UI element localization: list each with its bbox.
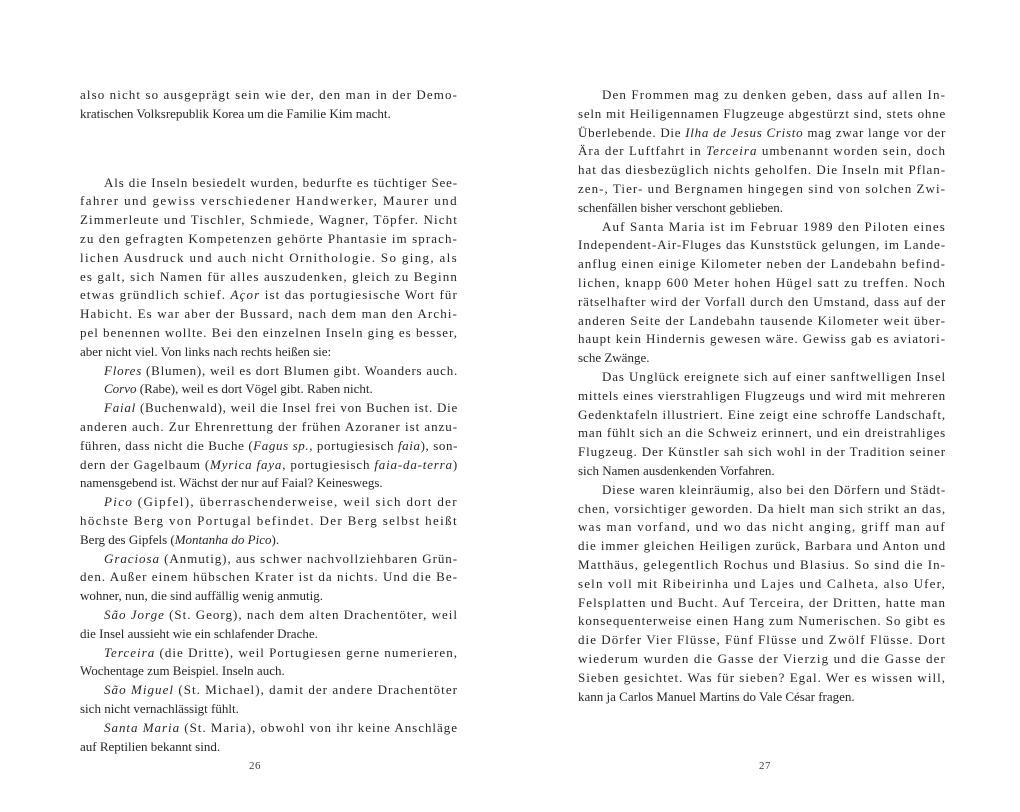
text-line [80, 324, 458, 343]
text-line [80, 418, 458, 437]
text-line-content: den. Außer einem hübschen Krater ist da nichts. Und die Be- [80, 569, 459, 585]
text-line [80, 249, 458, 268]
text-line [80, 105, 458, 124]
text-line [80, 738, 458, 757]
text-line [80, 662, 458, 681]
text-line-content: fahrer und gewiss verschiedener Handwerker, Maurer und [80, 193, 458, 209]
text-line [578, 218, 946, 237]
text-line-content: Wochentage zum Beispiel. Inseln auch. [80, 663, 285, 679]
text-line [578, 556, 946, 575]
text-line [578, 349, 946, 368]
text-line-content: man fühlt sich an die Schweiz erinnert, und ein dreistrahliges [578, 425, 947, 441]
text-line [80, 286, 458, 305]
text-line-content: Als die Inseln besiedelt wurden, bedurfte es tüchtiger See- [104, 174, 458, 190]
text-line [578, 236, 946, 255]
text-line [80, 568, 458, 587]
text-line-content: führen, dass nicht die Buche (Fagus sp., portugiesisch faia), son- [80, 437, 459, 453]
text-line [80, 174, 458, 193]
text-line-content: kann ja Carlos Manuel Martins do Vale César fragen. [578, 688, 855, 704]
text-line-content: mittels eines vierstrahligen Flugzeugs und wird mit mehreren [578, 387, 946, 403]
text-line [578, 631, 946, 650]
text-line [578, 424, 946, 443]
text-line [80, 362, 458, 381]
page-number-left: 26 [249, 760, 261, 772]
text-line-content: zen-, Tier- und Bergnamen hingegen sind von solchen Zwi- [578, 180, 946, 196]
text-line-content: es galt, sich Namen für alles auszudenken, gleich zu Beginn [80, 268, 458, 284]
text-line-content: anderen auch. Zur Ehrenrettung der frühen Azoraner ist anzu- [80, 418, 459, 434]
page-number-right: 27 [759, 760, 771, 772]
text-line [578, 161, 946, 180]
text-line-content: also nicht so ausgeprägt sein wie der, den man in der Demo- [80, 87, 458, 102]
text-line [80, 192, 458, 211]
text-line-content: höchste Berg von Portugal befindet. Der Berg selbst heißt [80, 512, 458, 528]
text-line [578, 575, 946, 594]
text-line [578, 612, 946, 631]
text-line [80, 380, 458, 399]
text-line-content: auf Reptilien bekannt sind. [80, 738, 221, 754]
text-line [80, 587, 458, 606]
text-line-content: Gedenktafeln illustriert. Eine zeigt eine schroffe Landschaft, [578, 406, 946, 422]
text-line-content: anflug einen einige Kilometer neben der Landebahn befind- [578, 256, 946, 272]
text-line-content: sche Zwänge. [578, 350, 650, 366]
text-line [80, 700, 458, 719]
text-line [80, 474, 458, 493]
text-line-content: rätselhafter wird der Vorfall durch den Umstand, dass auf der [578, 293, 946, 309]
text-line-content: Auf Santa Maria ist im Februar 1989 den Piloten eines [602, 218, 946, 234]
text-line [578, 142, 946, 161]
text-line-content: Independent-Air-Fluges das Kunststück gelungen, im Lande- [578, 237, 946, 253]
text-line-content: aber nicht viel. Von links nach rechts heißen sie: [80, 343, 332, 359]
text-line-content: wiederum wurden die Gasse der Vierzig und die Gasse der [578, 650, 946, 666]
text-line [578, 406, 946, 425]
text-line [80, 681, 458, 700]
text-line-content: Sieben gesichtet. Was für sieben? Egal. Wer es wissen will, [578, 669, 947, 685]
text-line [80, 512, 458, 531]
text-line [578, 387, 946, 406]
text-line [578, 330, 946, 349]
text-line [80, 625, 458, 644]
text-line [578, 500, 946, 519]
text-line-content: Corvo (Rabe), weil es dort Vögel gibt. Raben nicht. [104, 381, 373, 397]
text-line-content: Felsplatten und Bucht. Auf Terceira, der Dritten, hatte man [578, 594, 947, 610]
text-line-content: Graciosa (Anmutig), aus schwer nachvollziehbaren Grün- [104, 550, 459, 566]
text-line-content: Das Unglück ereignete sich auf einer sanftwelligen Insel [602, 368, 946, 384]
text-line-content: Habicht. Es war aber der Bussard, nach dem man den Archi- [80, 306, 458, 322]
text-line-content: Den Frommen mag zu denken geben, dass auf allen In- [602, 87, 947, 102]
page-right [510, 0, 1020, 812]
text-line-content: chen, vorsichtiger geworden. Da hielt man sich strikt an das, [578, 500, 946, 516]
text-line-content: São Jorge (St. Georg), nach dem alten Drachentöter, weil [104, 606, 458, 622]
text-line-content: Diese waren kleinräumig, also bei den Dörfern und Städt- [602, 481, 947, 497]
text-line [578, 199, 946, 218]
text-line-content: wohner, nun, die sind auffällig wenig anmutig. [80, 588, 323, 604]
text-line [578, 293, 946, 312]
text-line-content: die immer gleichen Heiligen zurück, Barbara und Anton und [578, 538, 946, 554]
text-line-content: die Insel aussieht wie ein schlafender Drache. [80, 625, 318, 641]
text-line [578, 481, 946, 500]
text-line [80, 550, 458, 569]
page-right-text-column [578, 86, 946, 706]
text-line-content: etwas gründlich schief. Açor ist das portugiesische Wort für [80, 287, 458, 303]
text-line [578, 669, 946, 688]
page-left-text-column [80, 86, 458, 756]
text-line [578, 650, 946, 669]
text-line-content: konsequenterweise einen Hang zum Numerischen. So gibt es [578, 613, 946, 629]
text-line [578, 124, 946, 143]
text-line-content: seln mit Heiligennamen Flugzeuge abgestürzt sind, stets ohne [578, 105, 946, 121]
text-line-content: zu den gefragten Kompetenzen gehörte Phantasie im sprach- [80, 230, 458, 246]
text-line [578, 368, 946, 387]
text-line-content: Zimmerleute und Tischler, Schmiede, Wagner, Töpfer. Nicht [80, 212, 458, 228]
text-line [578, 443, 946, 462]
text-line [80, 399, 458, 418]
text-line [80, 719, 458, 738]
text-line [80, 456, 458, 475]
text-line [80, 211, 458, 230]
text-line [80, 493, 458, 512]
text-line-content: hat das diesbezüglich nichts geholfen. Die Inseln mit Pflan- [578, 162, 947, 178]
text-line-content: seln voll mit Ribeirinha und Lajes und Calheta, also Ufer, [578, 575, 947, 591]
text-line [80, 268, 458, 287]
text-line-content: dern der Gagelbaum (Myrica faya, portugiesisch faia-da-terra) [80, 456, 459, 472]
text-line-content: Flores (Blumen), weil es dort Blumen gibt. Woanders auch. [104, 362, 458, 378]
text-line [578, 255, 946, 274]
text-line-content: kratischen Volksrepublik Korea um die Familie Kim macht. [80, 105, 391, 121]
text-line-content: namensgebend ist. Wächst der nur auf Faial? Keineswegs. [80, 475, 383, 491]
text-line [80, 343, 458, 362]
text-line-content: die Dörfer Vier Flüsse, Fünf Flüsse und Zwölf Flüsse. Dort [578, 632, 946, 648]
text-line [578, 274, 946, 293]
text-line [80, 230, 458, 249]
text-line-content: Überlebende. Die Ilha de Jesus Cristo mag zwar lange vor der [578, 124, 946, 140]
text-line-content: lichen Ausdruck und auch nicht Ornithologie. So ging, als [80, 249, 458, 265]
text-line-content: schenfällen bisher verschont geblieben. [578, 199, 784, 215]
text-line [578, 86, 946, 105]
text-line-content: was man vorfand, und wo das nicht anging, griff man auf [578, 519, 946, 535]
text-line [578, 594, 946, 613]
text-line-content: Flugzeug. Der Künstler sah sich wohl in der Tradition seiner [578, 444, 947, 460]
text-line [578, 688, 946, 707]
text-line-content: pel benennen wollte. Bei den einzelnen Inseln ging es besser, [80, 324, 459, 340]
text-line-content: Matthäus, gelegentlich Rochus und Blasius. So sind die In- [578, 556, 947, 572]
text-line-content: haupt kein Hindernis gewesen wäre. Gewiss gab es aviatori- [578, 331, 946, 347]
text-line-content: Faial (Buchenwald), weil die Insel frei von Buchen ist. Die [104, 400, 459, 416]
text-line-content: sich nicht vernachlässigt fühlt. [80, 700, 239, 716]
text-line [578, 312, 946, 331]
text-line [80, 437, 458, 456]
text-line-content: Pico (Gipfel), überraschenderweise, weil sich dort der [104, 494, 458, 510]
text-line-content: Santa Maria (St. Maria), obwohl von ihr keine Anschläge [104, 719, 458, 735]
text-line [80, 644, 458, 663]
text-line [578, 537, 946, 556]
text-line [80, 305, 458, 324]
text-line [80, 86, 458, 105]
text-line-content: São Miguel (St. Michael), damit der andere Drachentöter [104, 682, 459, 698]
text-line-content: Ära der Luftfahrt in Terceira umbenannt worden sein, doch [578, 143, 947, 159]
text-line-content: sich Namen ausdenkenden Vorfahren. [578, 462, 775, 478]
text-line-content: Terceira (die Dritte), weil Portugiesen gerne numerieren, [104, 644, 458, 660]
text-line-content: lichen, knapp 600 Meter hohen Hügel satt zu treffen. Noch [578, 274, 946, 290]
text-line [578, 105, 946, 124]
text-line [578, 518, 946, 537]
text-line-content: anderen Seite der Landebahn tausende Kilometer weit über- [578, 312, 946, 328]
text-line [80, 531, 458, 550]
text-line-content: Berg des Gipfels (Montanha do Pico). [80, 531, 280, 547]
text-line [578, 462, 946, 481]
text-line [578, 180, 946, 199]
text-line [80, 606, 458, 625]
